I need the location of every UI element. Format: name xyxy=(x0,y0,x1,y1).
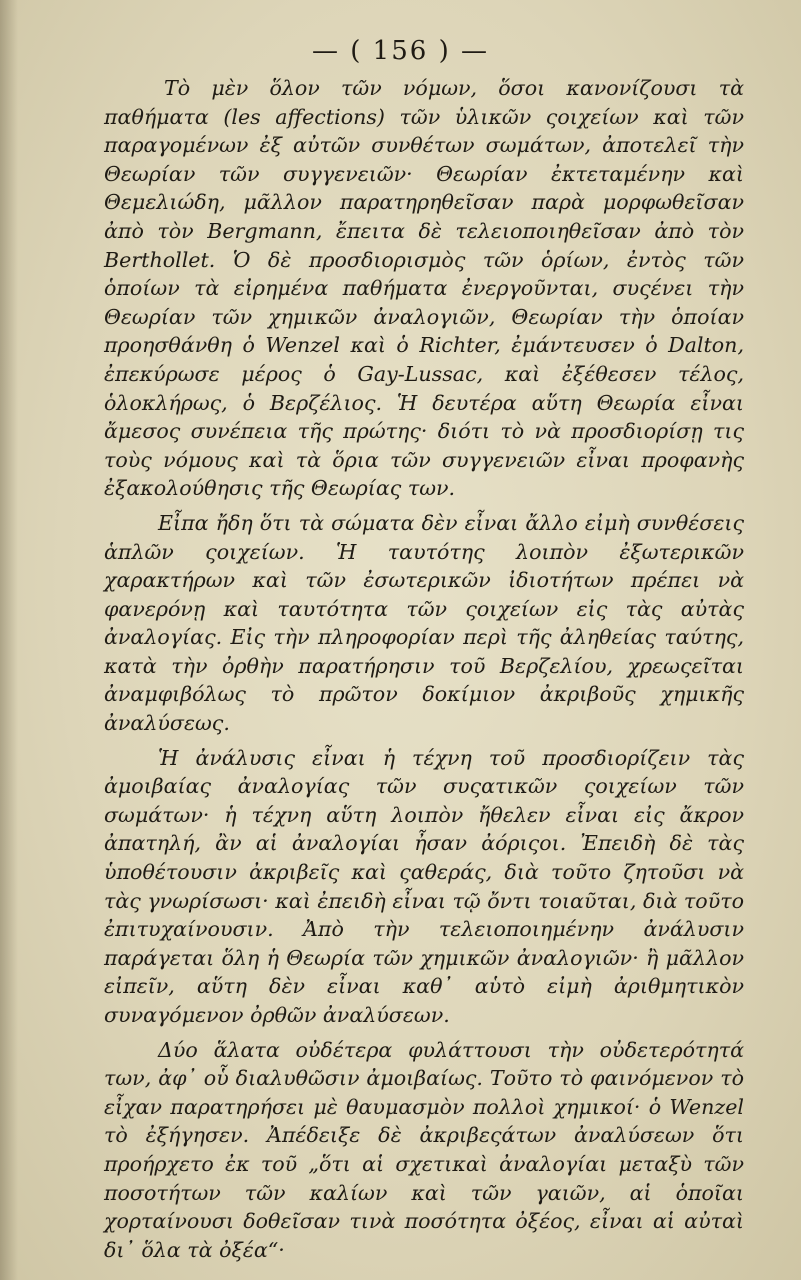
paragraph-2: Εἶπα ἤδη ὅτι τὰ σώματα δὲν εἶναι ἄλλο εἰμὴ συνθέσεις ἁπλῶν ςοιχείων. Ἡ ταυτότης λοιπὸν ἐξωτερικῶν χαρακτήρων καὶ τῶν ἐσωτερικῶν ἰδιοτήτων πρέπει νὰ φανερόνῃ καὶ ταυτότητα τῶν ςοιχείων εἰς τὰς αὐτὰς ἀναλογίας. Εἰς τὴν πληροφορίαν περὶ τῆς ἀληθείας ταύτης, κατὰ τὴν ὀρθὴν παρατήρησιν τοῦ Βερζελίου, χρεωςεῖται ἀναμφιβόλως τὸ πρῶτον δοκίμιον ἀκριβοῦς χημικῆς ἀναλύσεως. xyxy=(104,510,744,736)
body-text xyxy=(104,74,744,1270)
paragraph-4: Δύο ἅλατα οὐδέτερα φυλάττουσι τὴν οὐδετερότητά των, ἀφ᾽ οὗ διαλυθῶσιν ἀμοιβαίως. Τοῦτο τὸ φαινόμενον τὸ εἶχαν παρατηρήσει μὲ θαυμασμὸν πολλοὶ χημικοί· ὁ Wenzel τὸ ἐξήγησεν. Ἀπέδειξε δὲ ἀκριβεςάτων ἀναλύσεων ὅτι προήρχετο ἐκ τοῦ „ὅτι αἱ σχετικαὶ ἀναλογίαι μεταξὺ τῶν ποσοτήτων τῶν καλίων καὶ τῶν γαιῶν, αἱ ὁποῖαι χορταίνουσι δοθεῖσαν τινὰ ποσότητα ὀξέος, εἶναι αἱ αὐταὶ δι᾽ ὅλα τὰ ὀξέα“· xyxy=(104,1037,744,1262)
page-number-header: — ( 156 ) — xyxy=(312,36,489,66)
paragraph-1: Τὸ μὲν ὅλον τῶν νόμων, ὅσοι κανονίζουσι τὰ παθήματα (les affections) τῶν ὑλικῶν ςοιχείων καὶ τῶν παραγομένων ἐξ αὐτῶν συνθέτων σωμάτων, ἀποτελεῖ τὴν Θεωρίαν τῶν συγγενειῶν· Θεωρίαν ἐκτεταμένην καὶ Θεμελιώδη, μᾶλλον παρατηρηθεῖσαν παρὰ μορφωθεῖσαν ἀπὸ τὸν Bergmann, ἔπειτα δὲ τελειοποιηθεῖσαν ἀπὸ τὸν Berthollet. Ὁ δὲ προσδιορισμὸς τῶν ὁρίων, ἐντὸς τῶν ὁποίων τὰ εἰρημένα παθήματα ἐνεργοῦνται, συςένει τὴν Θεωρίαν τῶν χημικῶν ἀναλογιῶν, Θεωρίαν τὴν ὁποίαν προησθάνθη ὁ Wenzel καὶ ὁ Richter, ἐμάντευσεν ὁ Dalton, ἐπεκύρωσε μέρος ὁ Gay-Lussac, καὶ ἐξέθεσεν τέλος, ὁλοκλήρως, ὁ Βερζέλιος. Ἡ δευτέρα αὕτη Θεωρία εἶναι ἄμεσος συνέπεια τῆς πρώτης· διότι τὸ νὰ προσδιορίσῃ τις τοὺς νόμους καὶ τὰ ὅρια τῶν συγγενειῶν εἶναι προφανὴς ἐξακολούθησις τῆς Θεωρίας των. xyxy=(104,76,744,501)
spine-shadow xyxy=(0,0,18,1280)
paragraph-3: Ἡ ἀνάλυσις εἶναι ἡ τέχνη τοῦ προσδιορίζειν τὰς ἀμοιβαίας ἀναλογίας τῶν συςατικῶν ςοιχείων τῶν σωμάτων· ἡ τέχνη αὕτη λοιπὸν ἤθελεν εἶναι εἰς ἄκρον ἀπατηλή, ἂν αἱ ἀναλογίαι ἦσαν ἀόριςοι. Ἐπειδὴ δὲ τὰς ὑποθέτουσιν ἀκριβεῖς καὶ ςαθεράς, διὰ τοῦτο ζητοῦσι νὰ τὰς γνωρίσωσι· καὶ ἐπειδὴ εἶναι τῷ ὄντι τοιαῦται, διὰ τοῦτο ἐπιτυχαίνουσιν. Ἀπὸ τὴν τελειοποιημένην ἀνάλυσιν παράγεται ὅλη ἡ Θεωρία τῶν χημικῶν ἀναλογιῶν· ἢ μᾶλλον εἰπεῖν, αὕτη δὲν εἶναι καθ᾽ αὑτὸ εἰμὴ ἀριθμητικὸν συναγόμενον ὀρθῶν ἀναλύσεων. xyxy=(104,745,744,1027)
